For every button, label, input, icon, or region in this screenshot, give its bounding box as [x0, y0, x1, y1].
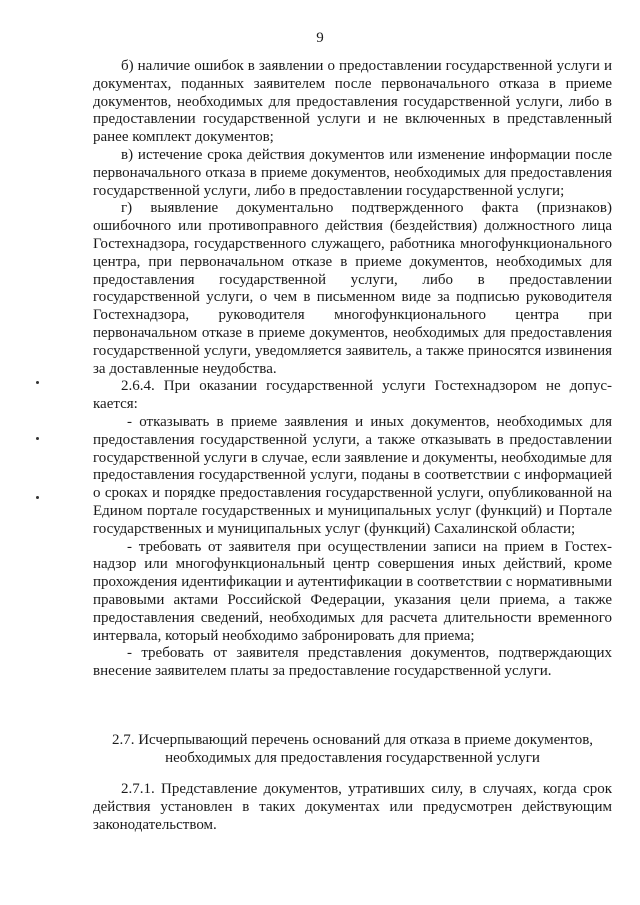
document-body — [93, 58, 612, 681]
scan-speck — [36, 381, 39, 384]
section-heading-2-7: 2.7. Исчерпывающий перечень оснований для отказа в приеме документов, необходимых для предоставления государственной услуги — [111, 732, 594, 766]
paragraph-2-6-4: 2.6.4. При оказании государственной услуги Гостехнадзором не допускается: — [93, 378, 612, 413]
scan-speck — [36, 437, 39, 440]
list-item-require-payment-docs: - требовать от заявителя представления документов, подтверждающих внесение заявителем платы за предоставление государственной услуги. — [93, 645, 612, 680]
paragraph-2-7-1: 2.7.1. Представление документов, утративших силу, в случаях, когда срок действия установлен в таких документах или предусмотрен действующим законодательством. — [93, 781, 612, 833]
list-item-refuse-acceptance: - отказывать в приеме заявления и иных документов, необходимых для предоставления государственной услуги, а также отказывать в предоставлении государственной услуги в случае, если заявление и документы, необходимые для предоставления государственной услуги, поданы в соответствии с информацией о сроках и порядке предоставления государственной услуги, опубликованной на Едином портале государственных и муниципальных услуг (функций) и Портале государственных и муниципальных услуг (функций) Сахалинской области; — [93, 413, 612, 537]
list-item-require-actions: - требовать от заявителя при осуществлении записи на прием в Гостехнадзор или многофункциональный центр совершения иных действий, кроме прохождения идентификации и аутентификации в соответствии с нормативными правовыми актами Российской Федерации, указания цели приема, а также предоставления сведений, необходимых для расчета длительности временного интервала, который необходимо забронировать для приема; — [93, 538, 612, 644]
page-number: 9 — [316, 30, 324, 46]
paragraph-b: б) наличие ошибок в заявлении о предоставлении государственной услуги и документах, поданных заявителем после первоначального отказа в приеме документов, необходимых для предоставления государственной услуги, либо в предоставлении государственной услуги и не включенных в представленный ранее комплект документов; — [93, 58, 612, 146]
paragraph-g: г) выявление документально подтвержденного факта (признаков) ошибочного или противоправного действия (бездействия) должностного лица Гостехнадзора, государственного служащего, работника многофункционального центра, при первоначальном отказе в приеме документов, необходимых для предоставления государственной услуги, либо в предоставлении государственной услуги, о чем в письменном виде за подписью руководителя Гостехнадзора, руководителя многофункционального центра при первоначальном отказе в приеме документов, необходимых для предоставления государственной услуги, уведомляется заявитель, а также приносятся извинения за доставленные неудобства. — [93, 200, 612, 377]
paragraph-v: в) истечение срока действия документов или изменение информации после первоначального отказа в приеме документов, необходимых для предоставления государственной услуги, либо в предоставлении государственной услуги; — [93, 146, 612, 199]
scan-speck — [36, 496, 39, 499]
section-body-2-7 — [93, 781, 612, 834]
